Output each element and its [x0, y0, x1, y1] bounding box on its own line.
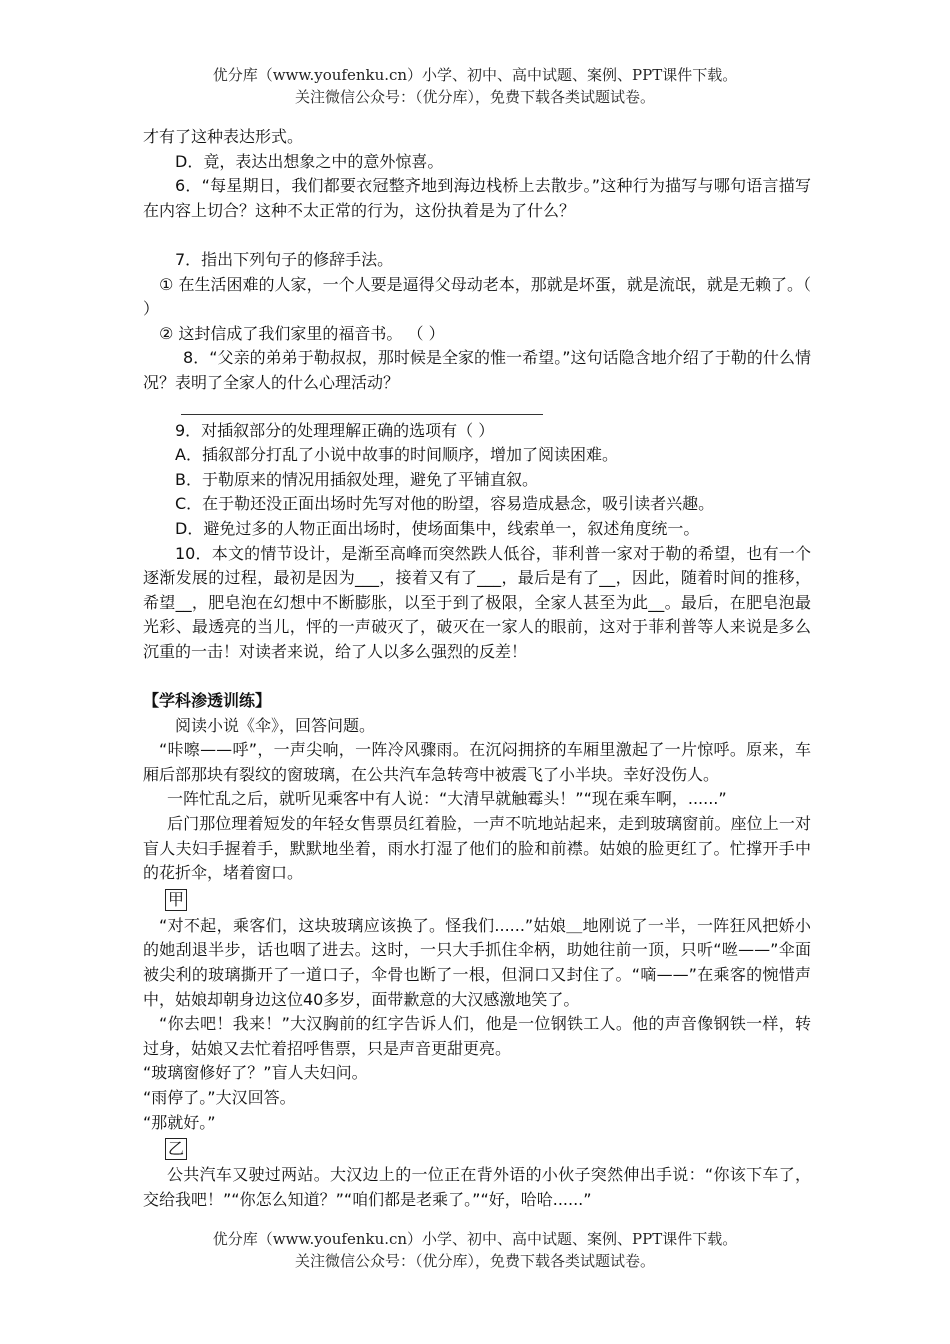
story-paragraph: 一阵忙乱之后，就听见乘客中有人说：“大清早就触霉头！”“现在乘车啊，......”: [167, 789, 727, 809]
mark-yi: 乙: [165, 1138, 187, 1160]
story-dialogue: “玻璃窗修好了？”盲人夫妇问。: [143, 1063, 368, 1083]
section-title: 【学科渗透训练】: [143, 691, 272, 711]
question-7-item-2: ② 这封信成了我们家里的福音书。 （ ）: [159, 323, 445, 343]
answer-line: [181, 402, 543, 415]
question-7-item-1: ① 在生活困难的人家，一个人要是逼得父母动老本，那就是坏蛋，就是流氓，就是无赖了。（ ）: [143, 274, 811, 319]
story-dialogue: “雨停了。”大汉回答。: [143, 1087, 296, 1107]
question-9: 9．对插叙部分的处理理解正确的选项有（ ）: [175, 420, 495, 440]
option-d: D．竟，表达出想象之中的意外惊喜。: [175, 151, 444, 171]
question-9-option-d: D．避免过多的人物正面出场时，使场面集中，线索单一，叙述角度统一。: [175, 518, 700, 538]
spacer: [143, 223, 811, 248]
story-dialogue: “那就好。”: [143, 1112, 216, 1132]
mark-jia: 甲: [165, 889, 187, 911]
page-footer: [0, 1228, 950, 1272]
question-7: 7．指出下列句子的修辞手法。: [175, 249, 394, 269]
header-line-2: 关注微信公众号：（优分库），免费下载各类试题试卷。: [294, 88, 655, 106]
document-body: [143, 125, 811, 1212]
story-paragraph: “你去吧！我来！”大汉胸前的红字告诉人们，他是一位钢铁工人。他的声音像钢铁一样，转过身，姑娘又去忙着招呼售票，只是声音更甜更亮。: [143, 1014, 811, 1058]
story-paragraph: “咔嚓——呼”，一声尖响，一阵冷风骤雨。在沉闷拥挤的车厢里激起了一片惊呼。原来，车厢后部那块有裂纹的窗玻璃，在公共汽车急转弯中被震飞了小半块。幸好没伤人。: [143, 740, 811, 784]
footer-line-2: 关注微信公众号：（优分库），免费下载各类试题试卷。: [294, 1252, 655, 1270]
question-10: 10．本文的情节设计，是渐至高峰而突然跌人低谷，菲利普一家对于勒的希望，也有一个逐渐发展的过程，最初是因为___，接着又有了___，最后是有了__，因此，随着时间的推移，希望__，肥皂泡在幻想中不断膨胀，以至于到了极限，全家人甚至为此__。最后，在肥皂泡最光彩、最透亮的当儿，怦的一声破灭了，破灭在一家人的眼前，这对于菲利普等人来说是多么沉重的一击！对读者来说，给了人以多么强烈的反差！: [143, 543, 811, 661]
footer-line-1: 优分库（www.youfenku.cn）小学、初中、高中试题、案例、PPT课件下载。: [212, 1230, 738, 1248]
question-9-option-b: B．于勒原来的情况用插叙处理，避免了平铺直叙。: [175, 469, 538, 489]
story-paragraph: 后门那位理着短发的年轻女售票员红着脸，一声不吭地站起来，走到玻璃窗前。座位上一对盲人夫妇手握着手，默默地坐着，雨水打湿了他们的脸和前襟。姑娘的脸更红了。忙撑开手中的花折伞，堵着窗口。: [143, 814, 811, 883]
question-8: 8．“父亲的弟弟于勒叔叔，那时候是全家的惟一希望。”这句话隐含地介绍了于勒的什么情况？表明了全家人的什么心理活动？: [143, 348, 811, 392]
paragraph: 才有了这种表达形式。: [143, 127, 304, 146]
story-paragraph: “对不起，乘客们，这块玻璃应该换了。怪我们......”姑娘＿地刚说了一半，一阵狂风把娇小的她刮退半步，话也咽了进去。这时，一只大手抓住伞柄，助她往前一顶，只听“咝——”伞面被尖利的玻璃撕开了一道口子，伞骨也断了一根，但洞口又封住了。“嘀——”在乘客的惋惜声中，姑娘却朝身边这位40多岁，面带歉意的大汉感激地笑了。: [143, 915, 811, 1009]
question-6: 6．“每星期日，我们都要衣冠整齐地到海边栈桥上去散步。”这种行为描写与哪句语言描写在内容上切合？这种不太正常的行为，这份执着是为了什么？: [143, 176, 811, 220]
story-intro: 阅读小说《伞》，回答问题。: [175, 715, 376, 735]
story-paragraph: 公共汽车又驶过两站。大汉边上的一位正在背外语的小伙子突然伸出手说：“你该下车了，交给我吧！”“你怎么知道？”“咱们都是老乘了。”“好，哈哈......”: [143, 1165, 811, 1209]
question-9-option-c: C．在于勒还没正面出场时先写对他的盼望，容易造成悬念，吸引读者兴趣。: [175, 494, 715, 514]
header-line-1: 优分库（www.youfenku.cn）小学、初中、高中试题、案例、PPT课件下载。: [212, 66, 738, 84]
spacer: [143, 664, 811, 689]
page-header: [0, 64, 950, 108]
question-9-option-a: A．插叙部分打乱了小说中故事的时间顺序，增加了阅读困难。: [175, 445, 618, 465]
